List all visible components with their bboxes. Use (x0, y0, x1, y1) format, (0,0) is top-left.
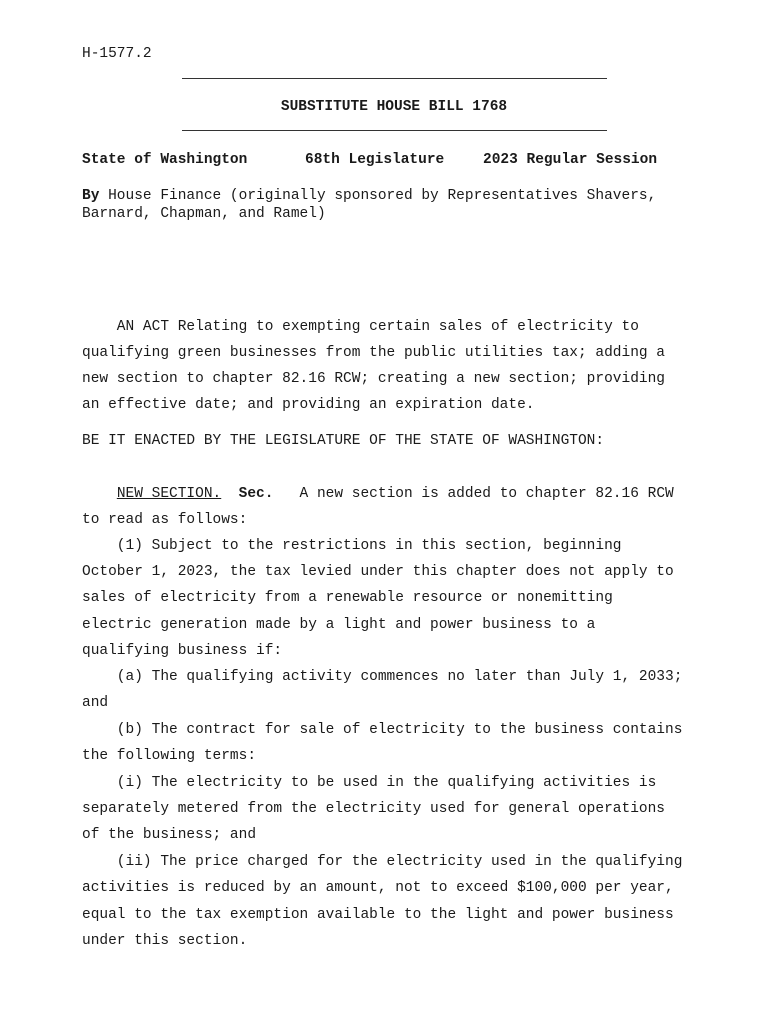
section-body-line: separately metered from the electricity used for general operations (82, 801, 665, 817)
sponsor-text-1: House Finance (originally sponsored by Representatives Shavers, (99, 188, 657, 204)
section-body-line: qualifying business if: (82, 643, 283, 659)
section-body-line: (1) Subject to the restrictions in this section, beginning (82, 538, 622, 554)
sponsor-line-1 (82, 188, 656, 204)
section-body-line: (ii) The price charged for the electricity used in the qualifying (82, 854, 683, 870)
section-body-line: and (82, 695, 109, 711)
sponsor-by-label: By (82, 188, 100, 204)
section-body-line: activities is reduced by an amount, not to exceed $100,000 per year, (82, 880, 674, 896)
section-body-line: (a) The qualifying activity commences no later than July 1, 2033; (82, 669, 683, 685)
document-id: H-1577.2 (82, 46, 152, 62)
act-line: new section to chapter 82.16 RCW; creating a new section; providing (82, 371, 665, 387)
section-body-line: sales of electricity from a renewable resource or nonemitting (82, 590, 613, 606)
title-rule-bottom (182, 130, 607, 131)
section-body-line: (i) The electricity to be used in the qualifying activities is (82, 775, 657, 791)
act-line: an effective date; and providing an expiration date. (82, 397, 535, 413)
section-body-line: equal to the tax exemption available to the light and power business (82, 907, 674, 923)
section-intro-line (82, 486, 674, 502)
act-line: qualifying green businesses from the public utilities tax; adding a (82, 345, 665, 361)
section-body-line: October 1, 2023, the tax levied under this chapter does not apply to (82, 564, 674, 580)
section-body-line: of the business; and (82, 827, 257, 843)
header-legislature: 68th Legislature (305, 152, 445, 168)
header-session: 2023 Regular Session (483, 152, 658, 168)
section-body-line: under this section. (82, 933, 248, 949)
bill-title: SUBSTITUTE HOUSE BILL 1768 (280, 99, 508, 115)
section-intro-text: A new section is added to chapter 82.16 RCW (273, 486, 674, 502)
new-section-label: NEW SECTION. (116, 486, 222, 502)
enacting-clause: BE IT ENACTED BY THE LEGISLATURE OF THE STATE OF WASHINGTON: (82, 433, 605, 449)
section-intro-line-2: to read as follows: (82, 512, 248, 528)
section-body-line: the following terms: (82, 748, 257, 764)
title-rule-top (182, 78, 607, 79)
sec-label: Sec. (238, 486, 274, 502)
section-body-line: electric generation made by a light and power business to a (82, 617, 596, 633)
sponsor-line-2: Barnard, Chapman, and Ramel) (82, 206, 326, 222)
header-state: State of Washington (82, 152, 248, 168)
act-line: AN ACT Relating to exempting certain sales of electricity to (82, 319, 639, 335)
section-body-line: (b) The contract for sale of electricity to the business contains (82, 722, 683, 738)
